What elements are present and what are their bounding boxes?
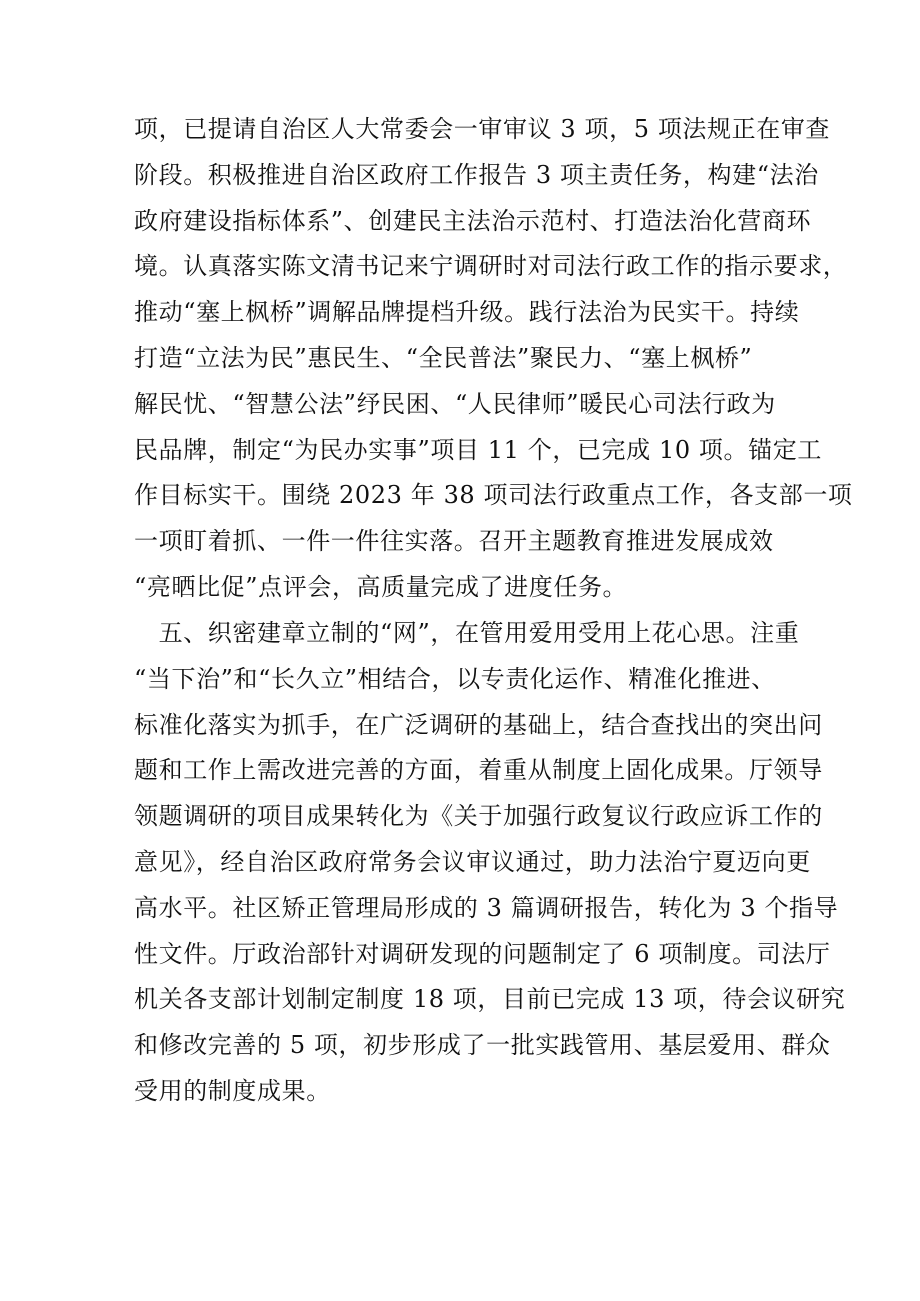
paragraph-line: 五、织密建章立制的“网”，在管用爱用受用上花心思。注重	[134, 619, 800, 647]
paragraph-line: 项，已提请自治区人大常委会一审审议 3 项，5 项法规正在审查	[134, 115, 831, 143]
paragraph-line: 作目标实干。围绕 2023 年 38 项司法行政重点工作，各支部一项	[134, 481, 853, 510]
paragraph-line: 题和工作上需改进完善的方面，着重从制度上固化成果。厅领导	[134, 756, 823, 785]
paragraph-line: 受用的制度成果。	[134, 1076, 331, 1105]
paragraph-line: 标准化落实为抓手，在广泛调研的基础上，结合查找出的突出问	[134, 710, 823, 739]
paragraph-line: 民品牌，制定“为民办实事”项目 11 个，已完成 10 项。锚定工	[134, 435, 822, 464]
paragraph-line: 意见》，经自治区政府常务会议审议通过，助力法治宁夏迈向更	[134, 847, 811, 876]
paragraph-line: 性文件。厅政治部针对调研发现的问题制定了 6 项制度。司法厅	[134, 939, 831, 968]
paragraph-line: 机关各支部计划制定制度 18 项，目前已完成 13 项，待会议研究	[134, 985, 846, 1014]
paragraph-line: “当下治”和“长久立”相结合，以专责化运作、精准化推进、	[134, 664, 776, 693]
paragraph-line: 解民忧、“智慧公法”纾民困、“人民律师”暖民心司法行政为	[134, 389, 776, 418]
paragraph-line: 打造“立法为民”惠民生、“全民普法”聚民力、“塞上枫桥”	[134, 343, 753, 372]
paragraph-2	[134, 611, 846, 1115]
paragraph-line: 高水平。社区矫正管理局形成的 3 篇调研报告，转化为 3 个指导	[134, 893, 839, 922]
paragraph-line: 和修改完善的 5 项，初步形成了一批实践管用、基层爱用、群众	[134, 1031, 831, 1060]
paragraph-1	[134, 107, 853, 611]
paragraph-line: “亮晒比促”点评会，高质量完成了进度任务。	[134, 572, 628, 601]
paragraph-line: 阶段。积极推进自治区政府工作报告 3 项主责任务，构建“法治	[134, 160, 819, 189]
paragraph-line: 境。认真落实陈文清书记来宁调研时对司法行政工作的指示要求，	[134, 252, 848, 281]
paragraph-line: 推动“塞上枫桥”调解品牌提档升级。践行法治为民实干。持续	[134, 298, 800, 327]
paragraph-line: 领题调研的项目成果转化为《关于加强行政复议行政应诉工作的	[134, 802, 823, 831]
paragraph-line: 政府建设指标体系”、创建民主法治示范村、打造法治化营商环	[134, 206, 812, 235]
paragraph-line: 一项盯着抓、一件一件往实落。召开主题教育推进发展成效	[134, 527, 774, 556]
